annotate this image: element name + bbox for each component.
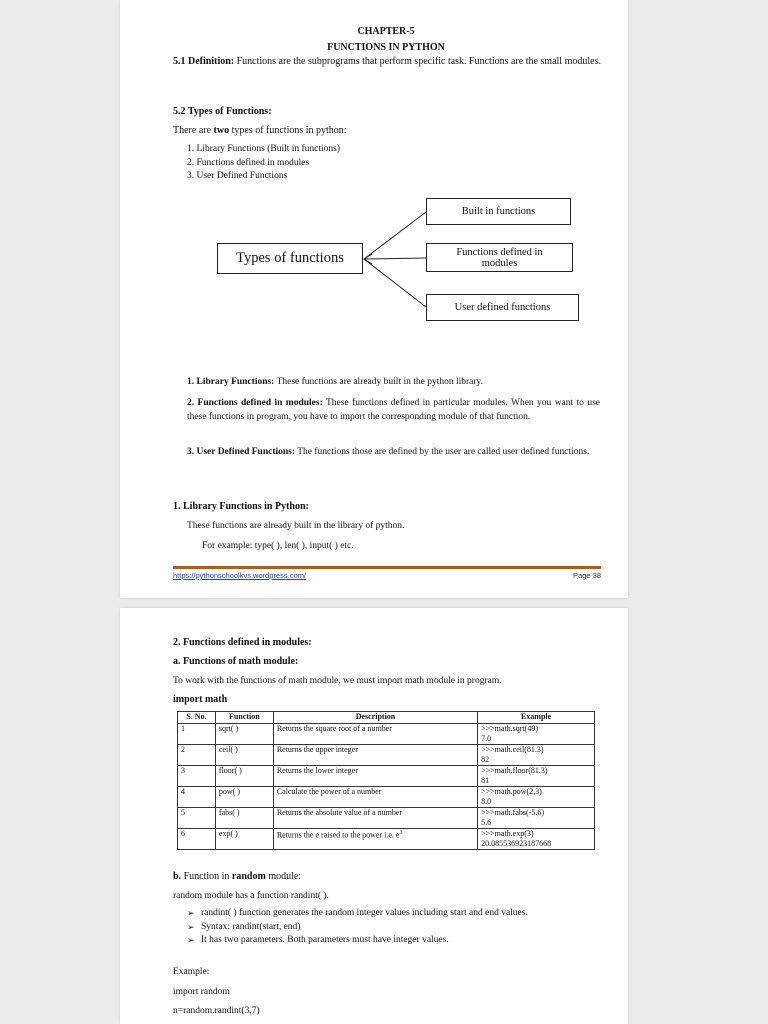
table-cell-example <box>478 808 595 829</box>
diagram-branch-user: User defined functions <box>426 294 579 321</box>
example-output: 8.0 <box>481 796 492 806</box>
diagram-branch-modules: Functions defined in modules <box>426 243 573 272</box>
types-list-item: 3. User Defined Functions <box>187 171 288 181</box>
table-header: Description <box>273 712 477 724</box>
description-text: Returns the e raised to the power i.e. e <box>276 830 400 840</box>
table-cell-description: Returns the lower integer <box>273 766 477 787</box>
definition-label: 5.1 Definition: <box>173 56 235 67</box>
table-header: Function <box>215 712 273 724</box>
table-cell-example <box>478 724 595 745</box>
explanation-label: 3. User Defined Functions: <box>187 447 296 457</box>
types-heading: 5.2 Types of Functions: <box>173 106 272 117</box>
random-subheading-mid: Function in <box>181 871 232 882</box>
random-bullet: ➢ Syntax: randint(start, end) <box>187 921 607 935</box>
types-intro-bold: two <box>213 125 230 136</box>
code-line: n=random.randint(3,7) <box>173 1006 260 1016</box>
random-bullet-list <box>187 907 607 948</box>
example-output: 5.6 <box>481 817 492 827</box>
library-heading: 1. Library Functions in Python: <box>173 501 309 512</box>
table-cell-sno: 5 <box>178 808 216 829</box>
example-code: >>>math.exp(3) <box>481 829 534 838</box>
connector-line <box>364 212 426 259</box>
explanation-text: The functions those are defined by the user are called user defined functions. <box>297 447 590 457</box>
table-row <box>178 808 595 829</box>
description-superscript: 3 <box>399 830 403 836</box>
table-row <box>178 745 595 766</box>
random-bullet: ➢ It has two parameters. Both parameters must have integer values. <box>187 934 607 948</box>
table-cell-description: Returns the absolute value of a number <box>273 808 477 829</box>
table-cell-function: exp( ) <box>215 829 273 850</box>
example-code: >>>math.ceil(81.3) <box>481 745 544 754</box>
example-output: 81 <box>481 775 490 785</box>
types-intro-pre: There are <box>173 125 214 136</box>
random-subheading <box>173 870 301 883</box>
library-example: For example: type( ), len( ), input( ) etc. <box>202 541 354 551</box>
random-subheading-bold: random <box>231 871 266 882</box>
example-code: >>>math.fabs(-5.6) <box>481 808 544 817</box>
example-output: 7.0 <box>481 733 492 743</box>
footer-page-number: Page 38 <box>573 571 601 580</box>
diagram-branch-builtin: Built in functions <box>426 198 571 225</box>
explanation-text: These functions are already built in the python library. <box>276 377 484 387</box>
table-cell-description <box>273 829 477 850</box>
math-intro: To work with the functions of math module, we must import math module in program. <box>173 676 502 686</box>
table-cell-sno: 4 <box>178 787 216 808</box>
import-statement: import math <box>173 694 228 705</box>
connector-line <box>364 258 426 259</box>
document-page-1 <box>120 0 628 598</box>
table-cell-example <box>478 766 595 787</box>
table-cell-description: Returns the square root of a number <box>273 724 477 745</box>
chapter-label: CHAPTER-5 <box>357 26 415 37</box>
table-row <box>178 766 595 787</box>
table-header-row <box>178 712 595 724</box>
footer-divider <box>173 566 601 569</box>
table-cell-function: sqrt( ) <box>215 724 273 745</box>
explanation-label: 1. Library Functions: <box>187 377 275 387</box>
random-intro: random module has a function randint( ). <box>173 891 329 901</box>
diagram-root-box: Types of functions <box>217 243 363 274</box>
table-cell-description: Calculate the power of a number <box>273 787 477 808</box>
connector-line <box>364 259 426 307</box>
types-intro-post: types of functions in python: <box>229 125 347 136</box>
example-output: 82 <box>481 754 490 764</box>
table-cell-sno: 3 <box>178 766 216 787</box>
table-cell-sno: 2 <box>178 745 216 766</box>
explanation-label: 2. Functions defined in modules: <box>187 398 323 408</box>
table-cell-function: ceil( ) <box>215 745 273 766</box>
example-label: Example: <box>173 967 210 977</box>
footer-link[interactable]: https://pythonschoolkvs.wordpress.com/ <box>173 571 306 580</box>
table-row <box>178 829 595 850</box>
explanation-modules <box>187 396 600 424</box>
math-subheading: a. Functions of math module: <box>173 656 299 667</box>
table-cell-example <box>478 787 595 808</box>
table-row <box>178 724 595 745</box>
library-text: These functions are already built in the library of python. <box>187 521 405 531</box>
chapter-title: FUNCTIONS IN PYTHON <box>327 42 445 53</box>
table-cell-example <box>478 745 595 766</box>
table-cell-description: Returns the upper integer <box>273 745 477 766</box>
document-page-2 <box>120 608 628 1024</box>
explanation-user <box>187 445 600 459</box>
example-output: 20.085536923187668 <box>481 838 552 848</box>
table-cell-function: pow( ) <box>215 787 273 808</box>
types-list-item: 2. Functions defined in modules <box>187 157 310 168</box>
explanation-library <box>187 375 600 389</box>
table-cell-function: fabs( ) <box>215 808 273 829</box>
table-header: S. No. <box>178 712 216 724</box>
random-bullet: ➢ randint( ) function generates the random integer values including start and end values. <box>187 907 607 921</box>
random-subheading-post: module: <box>265 871 302 882</box>
example-code: >>>math.floor(81.3) <box>481 766 548 775</box>
explanation-text: These functions defined in particular modules. When you want to use these functions in program, you have to import the corresponding module of that function. <box>187 398 600 422</box>
table-row <box>178 787 595 808</box>
modules-heading: 2. Functions defined in modules: <box>173 637 312 648</box>
table-cell-sno: 1 <box>178 724 216 745</box>
table-header: Example <box>478 712 595 724</box>
table-cell-sno: 6 <box>178 829 216 850</box>
random-subheading-pre: b. <box>173 871 182 882</box>
example-code: >>>math.sqrt(49) <box>481 724 538 733</box>
example-code: >>>math.pow(2,3) <box>481 787 542 796</box>
table-cell-example <box>478 829 595 850</box>
definition-text: Functions are the subprograms that perform specific task. Functions are the small modules. <box>236 56 601 67</box>
math-functions-table <box>177 711 595 850</box>
table-cell-function: floor( ) <box>215 766 273 787</box>
code-line: import random <box>173 987 230 997</box>
types-list-item: 1. Library Functions (Built in functions) <box>187 144 341 154</box>
